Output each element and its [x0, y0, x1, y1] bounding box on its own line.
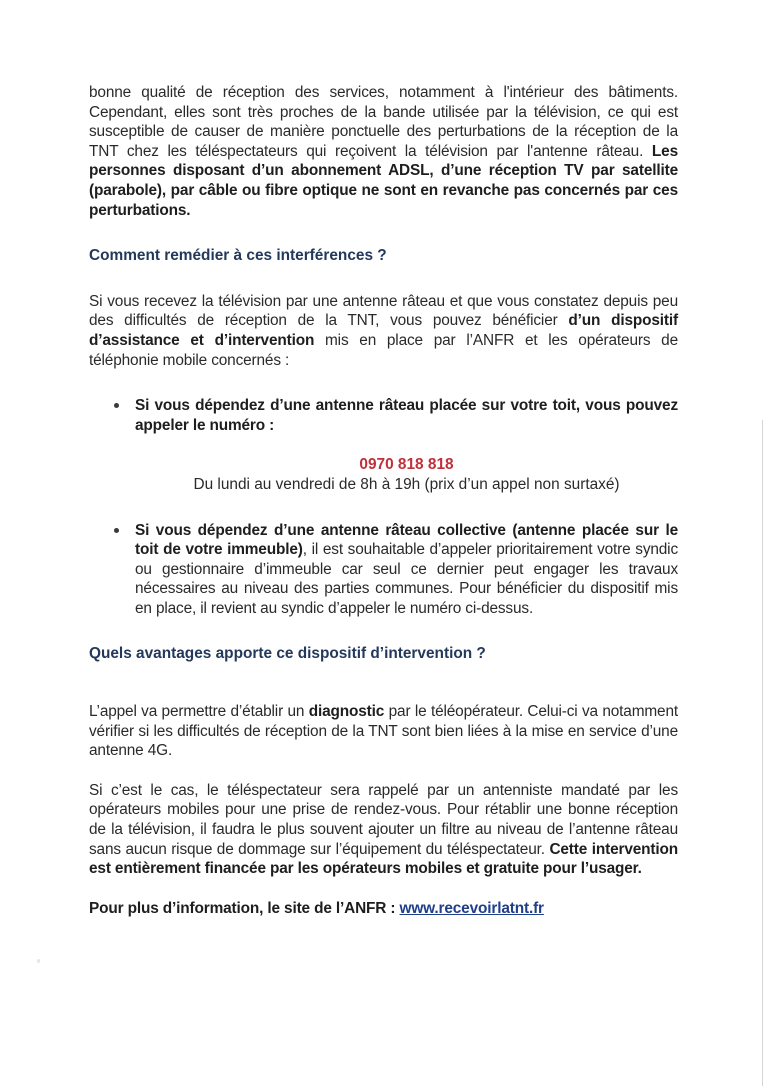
- remedy-text-2: mis en place par l’ANFR et les opérateurs de téléphonie mobile concernés :: [89, 331, 678, 369]
- list-item: [89, 521, 678, 619]
- bullet-2-bold: Si vous dépendez d’une antenne râteau collective (antenne placée sur le toit de votre immeuble): [135, 521, 678, 559]
- advantages-paragraph-2: [89, 781, 678, 879]
- remedy-bullet-list: [89, 396, 678, 435]
- section-heading-remedy: Comment remédier à ces interférences ?: [89, 247, 387, 265]
- document-page: [89, 83, 678, 918]
- adv-p2-text: Si c’est le cas, le téléspectateur sera rappelé par un antenniste mandaté par les opérateurs mobiles pour une prise de rendez-vous. Pour rétablir une bonne réception de la télévision, il faudra le plus souvent ajouter un filtre au niveau de l’antenne râteau sans aucun risque de dommage sur l’équipement du téléspectateur.: [89, 781, 678, 858]
- intro-text: bonne qualité de réception des services, notamment à l'intérieur des bâtiments. Cependant, elles sont très proches de la bande utilisée par la télévision, ce qui est susceptible de causer de manière ponctuelle des perturbations de la réception de la TNT chez les téléspectateurs qui reçoivent la télévision par l'antenne râteau.: [89, 84, 678, 160]
- remedy-paragraph: [89, 292, 678, 370]
- bullet-icon: [114, 403, 119, 408]
- remedy-text-bold: d’un dispositif d’assistance et d’intervention: [89, 312, 678, 349]
- adv-p1-text-2: par le téléopérateur. Celui-ci va notamment vérifier si les difficultés de réception de la TNT sont bien liées à la mise en service d’une antenne 4G.: [89, 703, 678, 760]
- anfr-website-link[interactable]: www.recevoirlatnt.fr: [399, 899, 544, 917]
- phone-block: [89, 455, 678, 494]
- phone-hours: Du lundi au vendredi de 8h à 19h (prix d’un appel non surtaxé): [193, 475, 620, 493]
- remedy-text-1: Si vous recevez la télévision par une antenne râteau et que vous constatez depuis peu des difficultés de réception de la TNT, vous pouvez bénéficier: [89, 292, 678, 330]
- intro-bold-statement: Les personnes disposant d’un abonnement ADSL, d’une réception TV par satellite (parabole), par câble ou fibre optique ne sont en revanche pas concernés par ces perturbations.: [89, 142, 678, 219]
- scan-edge-line: [762, 420, 763, 1086]
- bullet-1-bold: Si vous dépendez d’une antenne râteau placée sur votre toit, vous pouvez appeler le numéro :: [135, 397, 678, 434]
- intro-paragraph: [89, 83, 678, 220]
- adv-p1-text-1: L’appel va permettre d’établir un: [89, 703, 309, 721]
- phone-number[interactable]: 0970 818 818: [359, 456, 454, 474]
- bullet-icon: [114, 528, 119, 533]
- list-item: [89, 396, 678, 435]
- footer-label: Pour plus d’information, le site de l’ANFR :: [89, 899, 400, 917]
- advantages-paragraph-1: [89, 702, 678, 761]
- bullet-2-text: , il est souhaitable d’appeler prioritairement votre syndic ou gestionnaire d’immeuble car seul ce dernier peut engager les travaux nécessaires au niveau des parties communes. Pour bénéficier du dispositif mis en place, il revient au syndic d’appeler le numéro ci-dessus.: [135, 541, 678, 617]
- scan-artifact: [37, 959, 40, 963]
- section-heading-advantages: Quels avantages apporte ce dispositif d’intervention ?: [89, 645, 486, 663]
- adv-p2-bold: Cette intervention est entièrement financée par les opérateurs mobiles et gratuite pour l’usager.: [89, 840, 679, 878]
- footer-info: [89, 899, 678, 919]
- remedy-bullet-list-2: [89, 521, 678, 619]
- adv-p1-bold: diagnostic: [308, 703, 385, 721]
